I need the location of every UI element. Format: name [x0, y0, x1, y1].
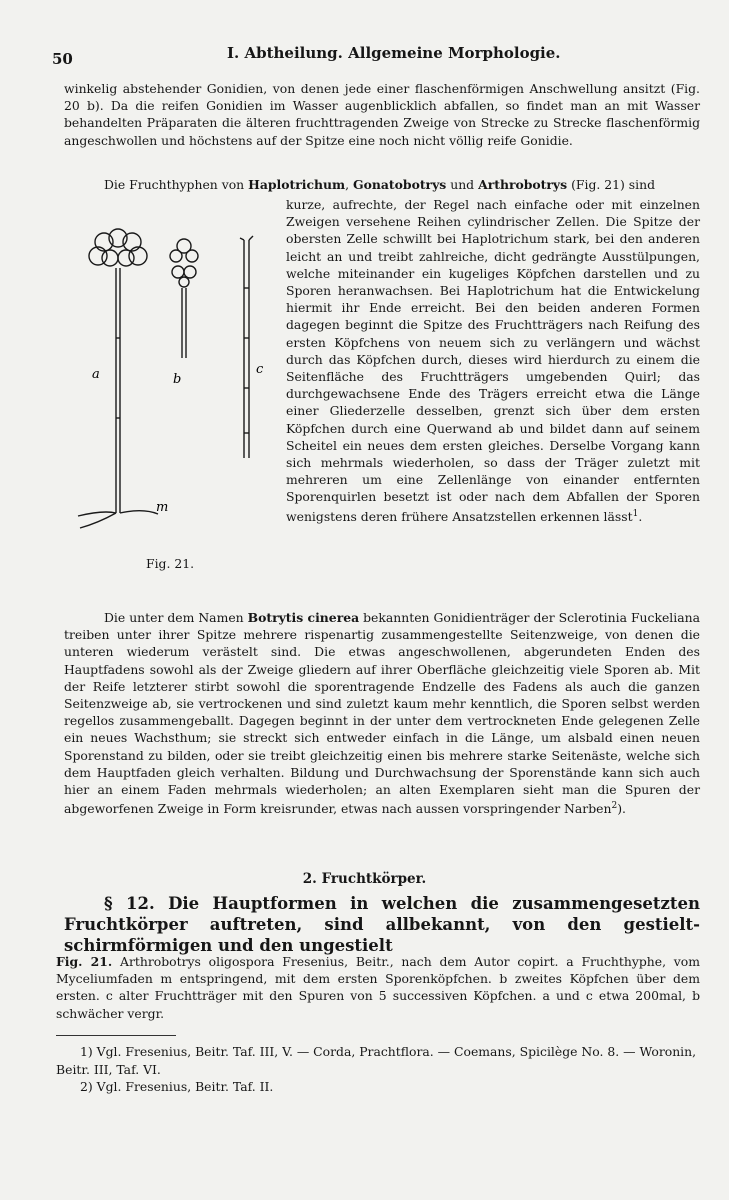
- footnote-rule: [56, 1035, 176, 1036]
- caption-label: Fig. 21.: [56, 954, 113, 969]
- hypha-b: [170, 239, 198, 358]
- intro-text: Die Fruchthyphen von: [104, 177, 245, 192]
- paragraph-fruchthyphen-intro: Die Fruchthyphen von Haplotrichum, Gonatobotrys und Arthrobotrys (Fig. 21) sind: [104, 177, 656, 192]
- genus-gonatobotrys: Gonatobotrys: [353, 177, 447, 192]
- page-header: [52, 44, 692, 68]
- figure-letter-a: a: [92, 367, 100, 382]
- footnote-ref-1: 1: [632, 508, 639, 519]
- hypha-c: [240, 236, 253, 458]
- footnotes: [56, 1043, 700, 1096]
- running-head: I. Abtheilung. Allgemeine Morphologie.: [227, 44, 561, 62]
- page-number: 50: [52, 50, 73, 68]
- section-paragraph: § 12. Die Hauptformen in welchen die zusammengesetzten Fruchtkörper auftreten, sind allbekannt, von den gestielt-schirmförmigen und den ungestielt: [64, 894, 700, 955]
- figure-caption: [56, 953, 700, 1022]
- figure-letter-c: c: [256, 362, 264, 377]
- footnote-2: 2) Vgl. Fresenius, Beitr. Taf. II.: [80, 1079, 274, 1094]
- caption-text: Arthrobotrys oligospora Fresenius, Beitr., nach dem Autor copirt. a Fruchthyphe, vom Myceliumfaden m entspringend, mit dem ersten Sporenköpfchen. b zweites Köpfchen über dem ersten. c alter Fruchtträger mit den Spuren von 5 successiven Köpfchen. a und c etwa 200mal, b schwächer vergr.: [56, 954, 700, 1021]
- genus-haplotrichum: Haplotrichum: [248, 177, 346, 192]
- figure-21-drawing: [58, 228, 278, 548]
- footnote-1: 1) Vgl. Fresenius, Beitr. Taf. III, V. — Corda, Prachtflora. — Coemans, Spicilège No. 8. — Woronin, Beitr. III, Taf. VI.: [56, 1044, 697, 1077]
- figure-label: Fig. 21.: [146, 556, 195, 571]
- paragraph-fruchthyphen-body: kurze, aufrechte, der Regel nach einfache oder mit einzelnen Zweigen versehene Reihen cylindrischer Zellen. Die Spitze der obersten Zelle schwillt bei Haplotrichum stark, bei den anderen leicht an und treibt zahlreiche, dicht gedrängte Ausstülpungen, welche miteinander ein kugeliges Köpfchen darstellen und zu Sporen heranwachsen. Bei Haplotrichum hat die Entwickelung hiermit ihr Ende erreicht. Bei den beiden anderen Formen dagegen beginnt die Spitze des Fruchtträgers nach Reifung des ersten Köpfchens von neuem sich zu verlängern und wächst durch das Köpfchen durch, dieses wird hierdurch zu einem die Seitenfläche des Fruchtträgers umgebenden Quirl; das durchgewachsene Ende des Trägers erreicht etwa die Länge einer Gliederzelle desselben, grenzt sich über dem ersten Köpfchen durch eine Querwand ab und bildet dann auf seinem Scheitel ein neues dem ersten gleiches. Derselbe Vorgang kann sich mehrmals wiederholen, so dass der Träger zuletzt mit mehreren um eine Zellenlänge von einander entfernten Sporenquirlen besetzt ist oder nach dem Abfallen der Sporen wenigstens deren frühere Ansatzstellen erkennen lässt$^1$.: [286, 197, 700, 524]
- figure-letter-m: m: [156, 500, 169, 515]
- section-title: 2. Fruchtkörper.: [302, 871, 427, 887]
- footnote-ref-2: 2: [611, 801, 618, 812]
- genus-arthrobotrys: Arthrobotrys: [478, 177, 568, 192]
- figure-letter-b: b: [173, 372, 182, 387]
- hypha-a: [78, 229, 158, 528]
- paragraph-gonidien: winkelig abstehender Gonidien, von denen jede einer flaschenförmigen Anschwellung ansitzt (Fig. 20 b). Da die reifen Gonidien im Wasser augenblicklich abfallen, so findet man an mit Wasser behandelten Präparaten die älteren fruchttragenden Zweige von Strecke zu Strecke flaschenförmig angeschwollen und höchstens auf der Spitze eine noch nicht völlig reife Gonidie.: [64, 81, 700, 148]
- paragraph-botrytis: Die unter dem Namen Botrytis cinerea bekannten Gonidienträger der Sclerotinia Fuckeliana treiben unter ihrer Spitze mehrere rispenartig zusammengestellte Seitenzweige, von denen die unteren wiederum verästelt sind. Die etwas angeschwollenen, abgerundeten Enden des Hauptfadens sowohl als der Zweige gliedern auf ihrer Oberfläche gleichzeitig viele Sporen ab. Mit der Reife letzterer stirbt sowohl die sporentragende Endzelle des Fadens als auch die ganzen Seitenzweige ab, sie vertrockenen und sind zuletzt kaum mehr kenntlich, die Sporen selbst werden regellos zusammengeballt. Dagegen beginnt in der unter dem vertrockneten Ende gelegenen Zelle ein neues Wachsthum; sie streckt sich entweder einfach in die Länge, um alsbald einen neuen Sporenstand zu bilden, oder sie treibt gleichzeitig einen bis mehrere starke Seitenäste, welche sich dem Hauptfaden gleich verhalten. Bildung und Durchwachsung der Sporenstände kann sich auch hier an einem Faden mehrmals wiederholen; an alten Exemplaren sieht man die Spuren der abgeworfenen Zweige in Form kreisrunder, etwas nach aussen vorspringender Narben$^2$).: [64, 610, 700, 817]
- species-botrytis: Botrytis cinerea: [247, 610, 360, 625]
